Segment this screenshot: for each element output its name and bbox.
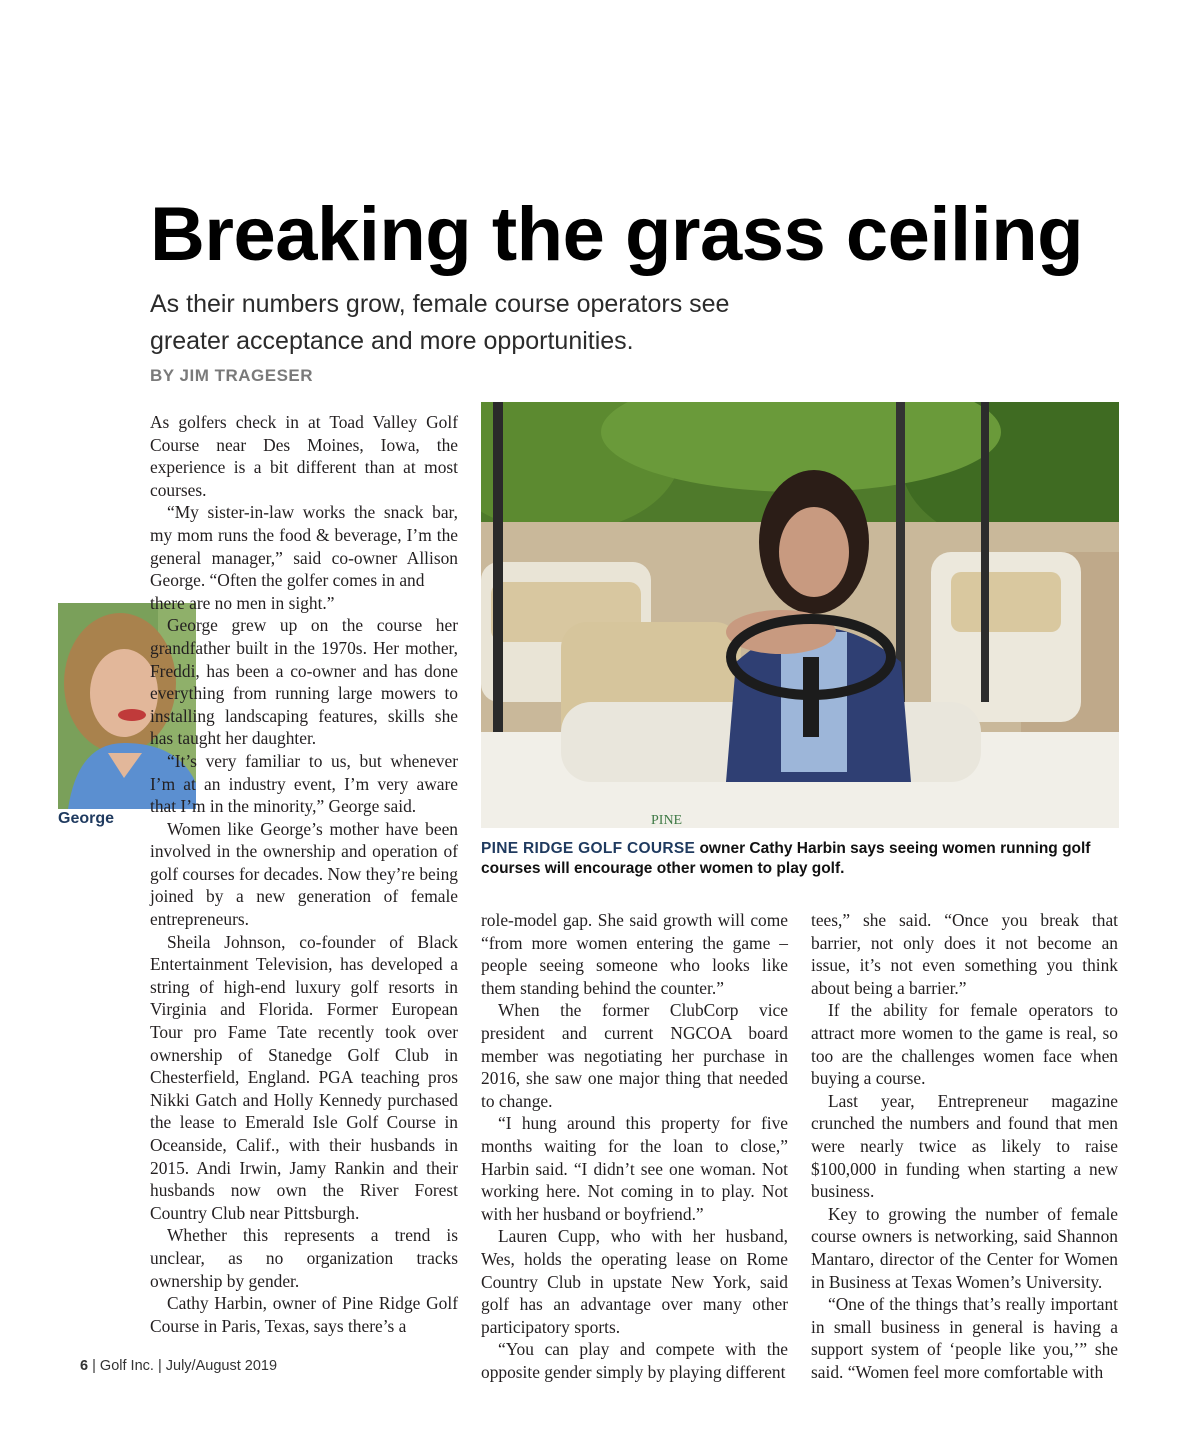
paragraph: “My sister-in-law works the snack bar, my mom runs the food & beverage, I’m the general manager,” said co-owner Allison George. “Often the golfer comes in and <box>150 502 458 591</box>
paragraph: Cathy Harbin, owner of Pine Ridge Golf Course in Paris, Texas, says there’s a <box>150 1293 458 1336</box>
paragraph: Whether this represents a trend is unclear, as no organization tracks ownership by gender. <box>150 1225 458 1291</box>
page-number: 6 <box>80 1358 89 1374</box>
paragraph: Women like George’s mother have been involved in the ownership and operation of golf courses for decades. Now they’re being joined by a new generation of female entrepreneurs. <box>150 818 458 930</box>
paragraph: there are no men in sight.” <box>150 592 335 613</box>
body-column-3 <box>811 909 1118 1383</box>
paragraph: George grew up on the course her grandfather built in the 1970s. Her mother, Freddi, has been a co-owner and has done everything from running large mowers to installing landscaping features, skills she has taught her daughter. <box>150 615 458 749</box>
paragraph: role-model gap. She said growth will come “from more women entering the game – people seeing someone who looks like them standing behind the counter.” <box>481 910 788 998</box>
issue-date: July/August 2019 <box>165 1358 278 1374</box>
paragraph: Key to growing the number of female course owners is networking, said Shannon Mantaro, director of the Center for Women in Business at Texas Women’s University. <box>811 1203 1118 1292</box>
publication-name: Golf Inc. <box>99 1358 154 1374</box>
paragraph: “You can play and compete with the opposite gender simply by playing different <box>481 1339 788 1382</box>
paragraph: “I hung around this property for five months waiting for the loan to close,” Harbin said. “I didn’t see one woman. Not working here. Not coming in to play. Not with her husband or boyfriend.” <box>481 1113 788 1224</box>
portrait-caption: George <box>58 810 115 827</box>
paragraph: As golfers check in at Toad Valley Golf Course near Des Moines, Iowa, the experience is a bit different than at most courses. <box>150 412 458 500</box>
paragraph: “It’s very familiar to us, but whenever I’m at an industry event, I’m very aware that I’m in the minority,” George said. <box>150 750 458 817</box>
article-subhead <box>150 286 850 360</box>
photo-caption-text: owner Cathy Harbin says seeing women running golf courses will encourage other women to play golf. <box>481 840 1091 877</box>
photo-caption-lead: PINE RIDGE GOLF COURSE <box>481 840 696 857</box>
article-headline: Breaking the grass ceiling <box>150 192 1084 277</box>
subhead-line-2: greater acceptance and more opportunities. <box>150 327 634 355</box>
photo-caption <box>481 839 1121 879</box>
paragraph: “One of the things that’s really important in small business in general is having a support system of ‘people like you,’” she said. “Women feel more comfortable with <box>811 1294 1118 1382</box>
body-column-1 <box>150 411 458 1337</box>
footer-separator: | <box>92 1358 96 1374</box>
paragraph: Last year, Entrepreneur magazine crunched the numbers and found that men were nearly twice as likely to raise $100,000 in funding when starting a new business. <box>811 1090 1118 1202</box>
paragraph: If the ability for female operators to attract more women to the game is real, so too are the challenges women face when buying a course. <box>811 1000 1118 1089</box>
byline: BY JIM TRAGESER <box>150 366 314 385</box>
footer-separator: | <box>157 1358 162 1374</box>
body-column-2 <box>481 909 788 1383</box>
svg-text:PINE: PINE <box>651 813 683 828</box>
subhead-line-1: As their numbers grow, female course operators see <box>150 290 730 318</box>
paragraph: tees,” she said. “Once you break that barrier, not only does it not become an issue, it’s not even something you think about being a barrier.” <box>811 910 1118 998</box>
paragraph: Sheila Johnson, co-founder of Black Entertainment Television, has developed a string of high-end luxury golf resorts in Virginia and Florida. Former European Tour pro Fame Tate recently took over ownership of Stanedge Golf Club in Chesterfield, England. PGA teaching pros Nikki Gatch and Holly Kennedy purchased the lease to Emerald Isle Golf Course in Oceanside, Calif., with their husbands in 2015. Andi Irwin, Jamy Rankin and their husbands now own the River Forest Country Club near Pittsburgh. <box>150 931 458 1223</box>
page-footer <box>80 1358 277 1374</box>
main-photo-golf-cart <box>481 402 1119 828</box>
paragraph: When the former ClubCorp vice president and current NGCOA board member was negotiating her purchase in 2016, she saw one major thing that needed to change. <box>481 1000 788 1111</box>
paragraph: Lauren Cupp, who with her husband, Wes, holds the operating lease on Rome Country Club in upstate New York, said golf has an advantage over many other participatory sports. <box>481 1226 788 1337</box>
